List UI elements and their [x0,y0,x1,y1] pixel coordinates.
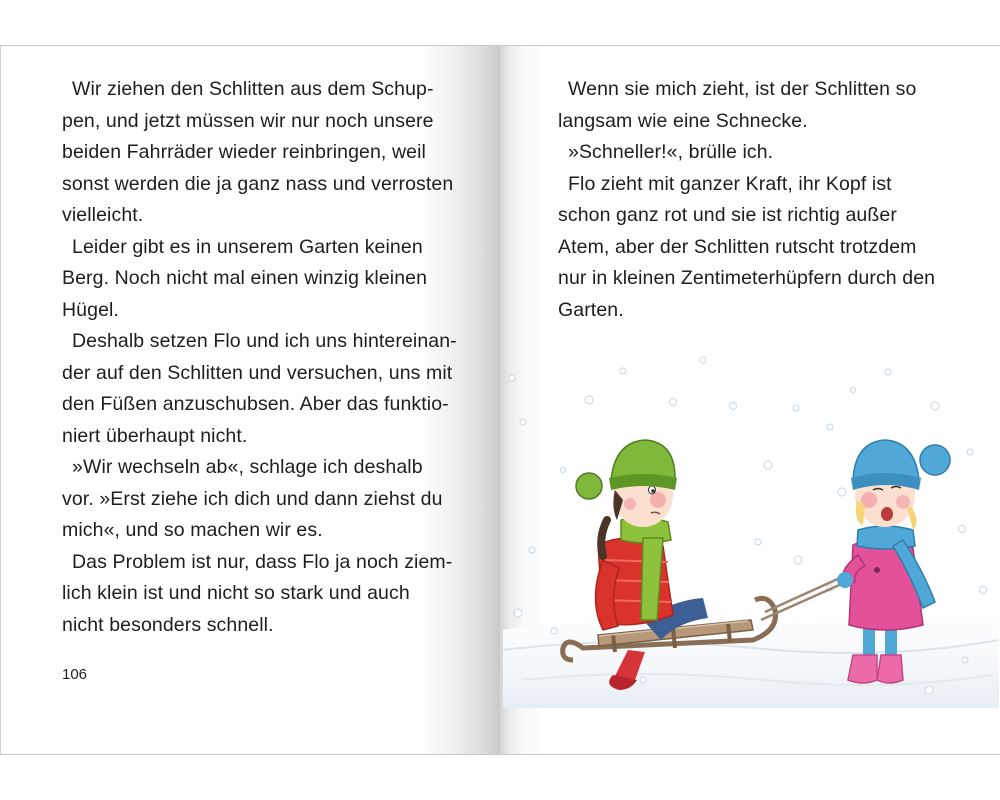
text-line: langsam wie eine Schnecke. [558,109,808,132]
text-line: der auf den Schlitten und versuchen, uns mit [62,361,453,384]
winter-sled-illustration [503,330,999,708]
text-line: Deshalb setzen Flo und ich uns hintereinan- [72,330,457,352]
text-line: schon ganz rot und sie ist richtig außer [558,204,897,226]
text-line: Flo zieht mit ganzer Kraft, ihr Kopf ist [568,172,892,195]
text-line: mich«, und so machen wir es. [62,519,323,541]
text-line: vielleicht. [62,204,144,226]
text-line: lich klein ist und nicht so stark und auch [62,582,410,604]
text-line: Garten. [558,298,624,321]
text-line: Atem, aber der Schlitten rutscht trotzdem [558,235,917,258]
text-line: Wir ziehen den Schlitten aus dem Schup- [72,78,434,100]
right-page-text [558,74,958,326]
text-line: niert überhaupt nicht. [62,424,248,447]
text-line: nur in kleinen Zentimeterhüpfern durch den [558,267,936,289]
text-line: Hügel. [62,298,119,321]
text-line: Leider gibt es in unserem Garten keinen [72,235,423,258]
text-line: Berg. Noch nicht mal einen winzig kleinen [62,267,428,289]
left-page-text [62,74,457,641]
page-number: 106 [62,666,88,683]
text-line: »Schneller!«, brülle ich. [568,141,774,163]
text-line: Wenn sie mich zieht, ist der Schlitten so [568,78,917,100]
text-line: nicht besonders schnell. [62,613,274,636]
text-line: sonst werden die ja ganz nass und verrosten [62,172,454,195]
text-line: Das Problem ist nur, dass Flo ja noch ziem- [72,550,453,573]
text-line: pen, und jetzt müssen wir nur noch unsere [62,109,434,132]
text-line: beiden Fahrräder wieder reinbringen, weil [62,141,426,163]
text-line: vor. »Erst ziehe ich dich und dann ziehst du [62,487,443,510]
text-line: »Wir wechseln ab«, schlage ich deshalb [72,456,423,478]
text-line: den Füßen anzuschubsen. Aber das funktio- [62,393,449,415]
